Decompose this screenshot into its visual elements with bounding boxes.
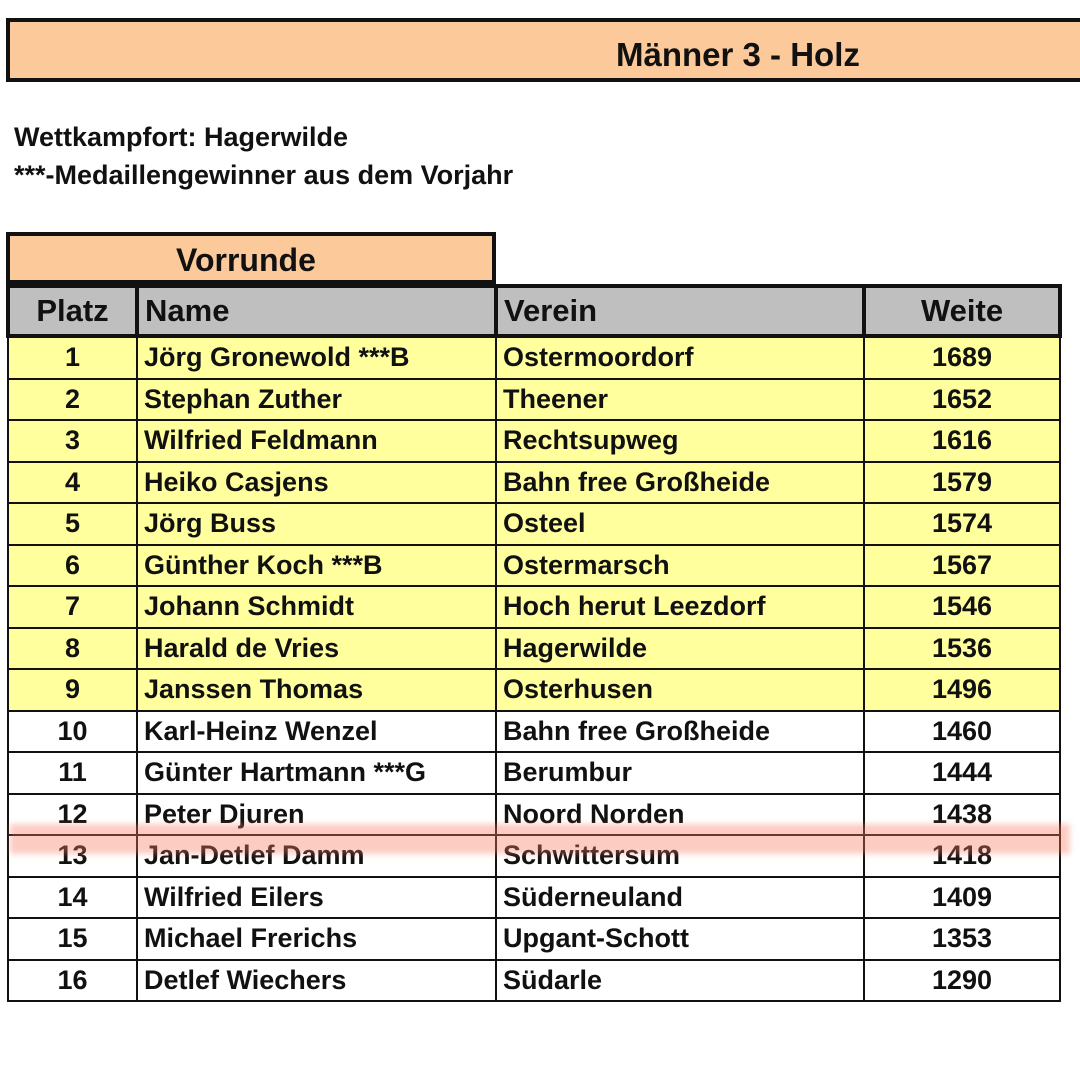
table-row (8, 752, 1060, 794)
club-cell: Bahn free Großheide (496, 462, 864, 504)
table-row (8, 877, 1060, 919)
name-cell: Wilfried Feldmann (137, 420, 496, 462)
table-row (8, 918, 1060, 960)
place-cell: 6 (8, 545, 137, 587)
name-cell: Jörg Buss (137, 503, 496, 545)
table-row (8, 336, 1060, 379)
distance-cell: 1418 (864, 835, 1060, 877)
name-cell: Karl-Heinz Wenzel (137, 711, 496, 753)
place-cell: 15 (8, 918, 137, 960)
table-row (8, 379, 1060, 421)
place-cell: 7 (8, 586, 137, 628)
name-cell: Heiko Casjens (137, 462, 496, 504)
legend-text: ***-Medaillengewinner aus dem Vorjahr (14, 160, 514, 190)
distance-cell: 1409 (864, 877, 1060, 919)
table-row (8, 669, 1060, 711)
table-header-row (8, 286, 1060, 336)
place-cell: 11 (8, 752, 137, 794)
distance-cell: 1567 (864, 545, 1060, 587)
column-header-club: Verein (496, 286, 864, 336)
table-row (8, 835, 1060, 877)
distance-cell: 1546 (864, 586, 1060, 628)
club-cell: Upgant-Schott (496, 918, 864, 960)
distance-cell: 1536 (864, 628, 1060, 670)
place-cell: 5 (8, 503, 137, 545)
page-title: Männer 3 - Holz (616, 36, 860, 73)
distance-cell: 1616 (864, 420, 1060, 462)
table-row (8, 794, 1060, 836)
club-cell: Osteel (496, 503, 864, 545)
name-cell: Peter Djuren (137, 794, 496, 836)
column-header-place: Platz (8, 286, 137, 336)
club-cell: Schwittersum (496, 835, 864, 877)
club-cell: Süderneuland (496, 877, 864, 919)
name-cell: Johann Schmidt (137, 586, 496, 628)
distance-cell: 1574 (864, 503, 1060, 545)
distance-cell: 1579 (864, 462, 1060, 504)
name-cell: Michael Frerichs (137, 918, 496, 960)
club-cell: Südarle (496, 960, 864, 1002)
distance-cell: 1290 (864, 960, 1060, 1002)
club-cell: Berumbur (496, 752, 864, 794)
table-row (8, 545, 1060, 587)
place-cell: 10 (8, 711, 137, 753)
name-cell: Stephan Zuther (137, 379, 496, 421)
column-header-distance: Weite (864, 286, 1060, 336)
place-cell: 13 (8, 835, 137, 877)
club-cell: Bahn free Großheide (496, 711, 864, 753)
table-row (8, 960, 1060, 1002)
place-cell: 8 (8, 628, 137, 670)
place-cell: 9 (8, 669, 137, 711)
name-cell: Harald de Vries (137, 628, 496, 670)
distance-cell: 1652 (864, 379, 1060, 421)
name-cell: Günther Koch ***B (137, 545, 496, 587)
club-cell: Osterhusen (496, 669, 864, 711)
table-row (8, 711, 1060, 753)
place-cell: 4 (8, 462, 137, 504)
club-cell: Rechtsupweg (496, 420, 864, 462)
place-cell: 1 (8, 336, 137, 379)
round-header (6, 232, 496, 284)
club-cell: Ostermarsch (496, 545, 864, 587)
table-row (8, 586, 1060, 628)
club-cell: Hagerwilde (496, 628, 864, 670)
location-text: Wettkampfort: Hagerwilde (14, 122, 349, 152)
place-cell: 16 (8, 960, 137, 1002)
table-row (8, 503, 1060, 545)
name-cell: Detlef Wiechers (137, 960, 496, 1002)
name-cell: Günter Hartmann ***G (137, 752, 496, 794)
distance-cell: 1689 (864, 336, 1060, 379)
table-row (8, 628, 1060, 670)
place-cell: 14 (8, 877, 137, 919)
name-cell: Jörg Gronewold ***B (137, 336, 496, 379)
distance-cell: 1353 (864, 918, 1060, 960)
club-cell: Theener (496, 379, 864, 421)
results-body (8, 336, 1060, 1001)
place-cell: 3 (8, 420, 137, 462)
name-cell: Wilfried Eilers (137, 877, 496, 919)
distance-cell: 1460 (864, 711, 1060, 753)
title-bar (6, 18, 1080, 82)
column-header-name: Name (137, 286, 496, 336)
distance-cell: 1444 (864, 752, 1060, 794)
round-label: Vorrunde (176, 242, 316, 278)
distance-cell: 1438 (864, 794, 1060, 836)
club-cell: Noord Norden (496, 794, 864, 836)
results-table (6, 284, 1062, 1002)
club-cell: Ostermoordorf (496, 336, 864, 379)
place-cell: 2 (8, 379, 137, 421)
distance-cell: 1496 (864, 669, 1060, 711)
table-row (8, 462, 1060, 504)
table-row (8, 420, 1060, 462)
name-cell: Jan-Detlef Damm (137, 835, 496, 877)
name-cell: Janssen Thomas (137, 669, 496, 711)
club-cell: Hoch herut Leezdorf (496, 586, 864, 628)
place-cell: 12 (8, 794, 137, 836)
